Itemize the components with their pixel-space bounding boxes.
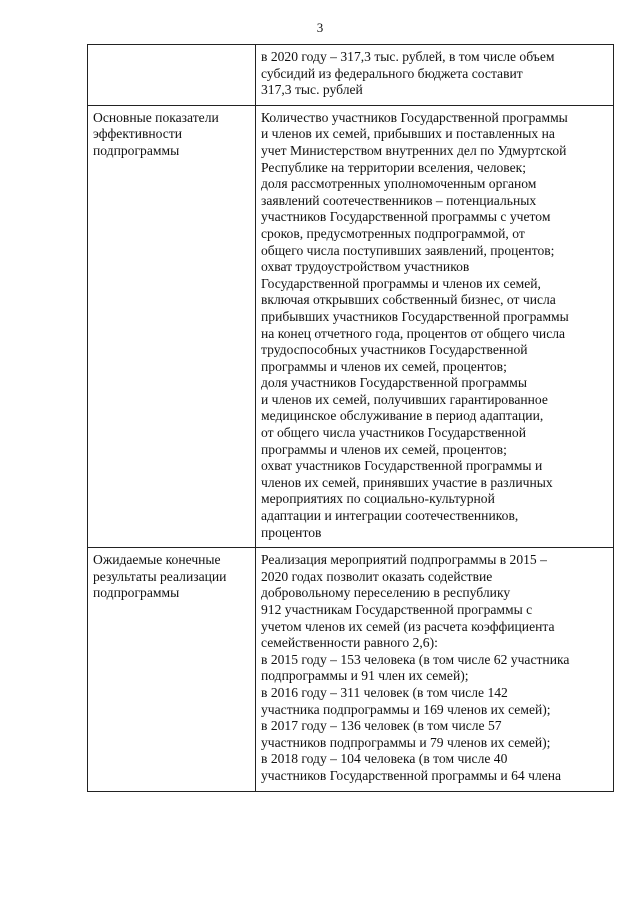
value-text-line: участника подпрограммы и 169 членов их семей); — [261, 701, 551, 717]
value-text-line: на конец отчетного года, процентов от общего числа — [261, 325, 566, 341]
value-text-line: 2020 годах позволит оказать содействие — [261, 568, 493, 584]
value-text-line: в 2016 году – 311 человек (в том числе 142 — [261, 684, 508, 700]
row-value-cell — [256, 45, 614, 106]
value-text-line: участников Государственной программы с учетом — [261, 209, 551, 225]
value-text-line: семейственности равного 2,6): — [261, 635, 438, 651]
value-text-line: в 2020 году – 317,3 тыс. рублей, в том числе объем — [261, 49, 555, 64]
row-value-cell — [256, 105, 614, 547]
value-text-line: программы и членов их семей, процентов; — [261, 358, 507, 374]
table-row — [88, 45, 614, 106]
value-text-line: участников Государственной программы и 64 члена — [261, 767, 562, 783]
value-text-line: включая открывших собственный бизнес, от числа — [261, 292, 556, 308]
value-text-line: Республике на территории вселения, человек; — [261, 159, 527, 175]
row-label-cell — [88, 105, 256, 547]
label-text-line: Ожидаемые конечные — [93, 552, 221, 568]
value-text-line: Количество участников Государственной программы — [261, 109, 568, 125]
row-value-cell — [256, 548, 614, 791]
row-label-cell — [88, 548, 256, 791]
value-text-line: учет Министерством внутренних дел по Удмуртской — [261, 142, 567, 158]
value-text-line: заявлений соотечественников – потенциальных — [261, 192, 537, 208]
label-text-line: Основные показатели — [93, 109, 219, 125]
value-text-line: Государственной программы и членов их семей, — [261, 275, 541, 291]
value-text-line: в 2018 году – 104 человека (в том числе 40 — [261, 751, 508, 767]
value-text-line: сроков, предусмотренных подпрограммой, от — [261, 225, 525, 241]
value-text-line: в 2015 году – 153 человека (в том числе 62 участника — [261, 651, 570, 667]
value-text-line: программы и членов их семей, процентов; — [261, 441, 507, 457]
value-text-line: мероприятиях по социально-культурной — [261, 491, 495, 507]
value-text-line: членов их семей, принявших участие в различных — [261, 474, 553, 490]
value-text-line: охват трудоустройством участников — [261, 259, 470, 275]
value-text-line: подпрограммы и 91 член их семей); — [261, 668, 469, 684]
value-text-line: участников подпрограммы и 79 членов их семей); — [261, 734, 551, 750]
value-text-line: адаптации и интеграции соотечественников, — [261, 508, 519, 524]
value-text-line: доля участников Государственной программы — [261, 375, 528, 391]
value-text-line: и членов их семей, получивших гарантированное — [261, 391, 548, 407]
value-text-line: процентов — [261, 524, 322, 540]
table-row — [88, 548, 614, 791]
label-text-line: подпрограммы — [93, 585, 180, 601]
value-text-line: Реализация мероприятий подпрограммы в 2015 – — [261, 552, 547, 568]
value-text-line: трудоспособных участников Государственной — [261, 342, 528, 358]
label-text-line: подпрограммы — [93, 142, 180, 158]
value-text-line: 912 участникам Государственной программы с — [261, 602, 533, 617]
value-text-line: 317,3 тыс. рублей — [261, 82, 363, 98]
subprogram-passport-table — [87, 44, 614, 792]
value-text-line: общего числа поступивших заявлений, процентов; — [261, 242, 555, 258]
value-text-line: учетом членов их семей (из расчета коэффициента — [261, 618, 555, 634]
value-text-line: медицинское обслуживание в период адаптации, — [261, 408, 544, 424]
value-text-line: в 2017 году – 136 человек (в том числе 57 — [261, 718, 502, 734]
row-label-cell — [88, 45, 256, 106]
page-number: 3 — [316, 20, 324, 35]
label-text-line: эффективности — [93, 126, 183, 142]
value-text-line: субсидий из федерального бюджета составит — [261, 65, 523, 81]
value-text-line: и членов их семей, прибывших и поставленных на — [261, 126, 555, 142]
value-text-line: прибывших участников Государственной программы — [261, 308, 569, 324]
label-text-line: результаты реализации — [93, 568, 227, 584]
table-row — [88, 105, 614, 547]
value-text-line: добровольному переселению в республику — [261, 585, 511, 601]
value-text-line: охват участников Государственной программы и — [261, 458, 543, 474]
value-text-line: от общего числа участников Государственной — [261, 425, 526, 441]
value-text-line: доля рассмотренных уполномоченным органом — [261, 176, 537, 192]
